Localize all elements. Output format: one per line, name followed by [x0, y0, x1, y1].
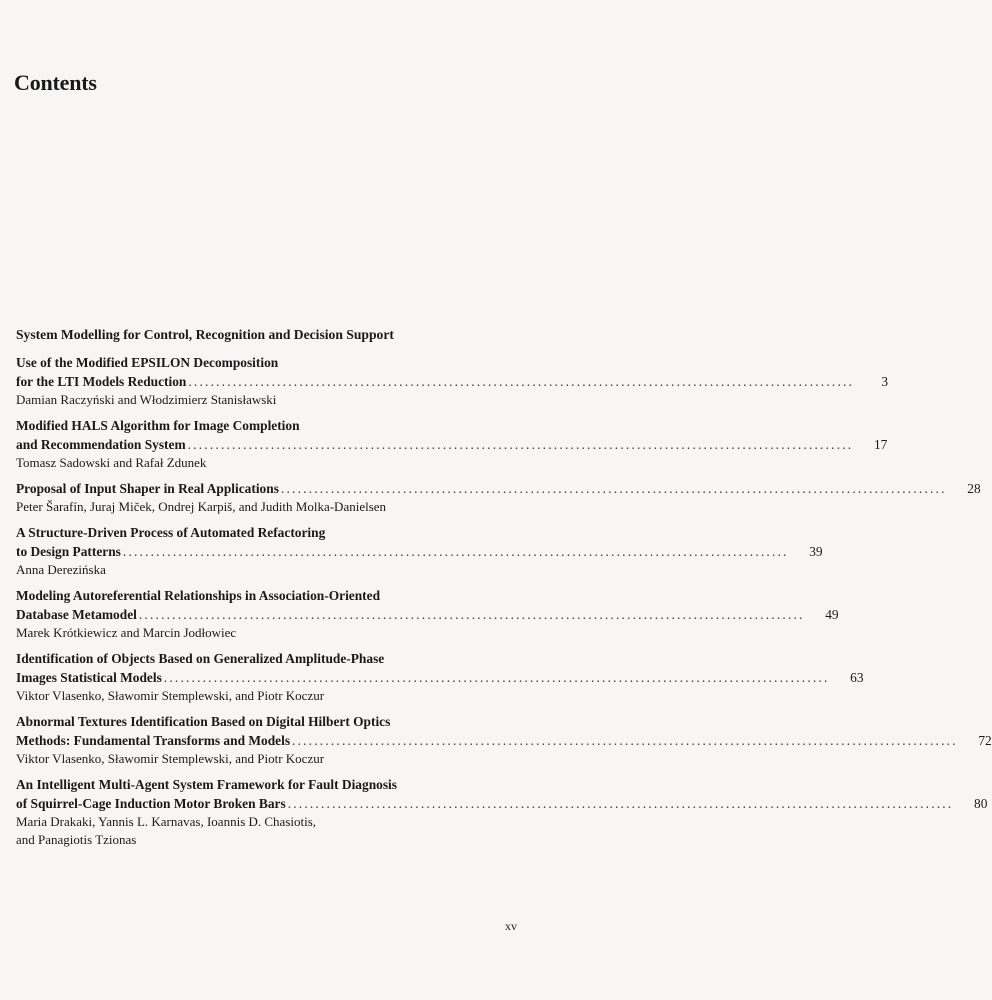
- entry-title: [16, 775, 988, 813]
- entry-title-line: Use of the Modified EPSILON Decomposition: [16, 355, 279, 370]
- dot-leader: ........................................................................................................................: [138, 607, 805, 622]
- page-title: Contents: [14, 70, 97, 95]
- entry-authors: Tomasz Sadowski and Rafał Zdunek: [16, 455, 207, 470]
- dot-leader: ........................................................................................................................: [122, 544, 789, 559]
- entry-authors: Anna Derezińska: [16, 562, 106, 577]
- toc-entry[interactable]: [16, 416, 888, 472]
- entry-title-last-line: [16, 372, 889, 391]
- dot-leader: ........................................................................................................................: [187, 437, 854, 452]
- entry-title-line: Modeling Autoreferential Relationships in Association-Oriented: [16, 588, 381, 603]
- entry-title-line: Abnormal Textures Identification Based on Digital Hilbert Optics: [16, 714, 391, 729]
- entry-title-text: of Squirrel-Cage Induction Motor Broken Bars: [16, 796, 286, 811]
- entry-page-number[interactable]: 17: [873, 437, 888, 452]
- toc-entry[interactable]: [16, 712, 992, 768]
- entry-title-text: and Recommendation System: [16, 437, 186, 452]
- dot-leader: ........................................................................................................................: [292, 733, 958, 748]
- toc-entry[interactable]: [16, 586, 839, 642]
- entry-page-number[interactable]: 28: [967, 481, 981, 496]
- toc-entry[interactable]: [16, 649, 864, 705]
- toc-entry[interactable]: [16, 479, 981, 516]
- entry-page-number[interactable]: 3: [881, 374, 889, 389]
- entry-page-number[interactable]: 49: [825, 607, 839, 622]
- entry-title-text: Images Statistical Models: [16, 670, 162, 685]
- dot-leader: ........................................................................................................................: [287, 796, 954, 811]
- entry-title-line: Identification of Objects Based on Generalized Amplitude-Phase: [16, 651, 385, 666]
- entry-title: [16, 353, 889, 391]
- entry-title-last-line: [16, 731, 992, 750]
- entry-page-number[interactable]: 63: [850, 670, 864, 685]
- entry-title-last-line: [16, 668, 864, 687]
- entry-title-last-line: [16, 794, 988, 813]
- entry-title: [16, 416, 888, 454]
- entry-title-last-line: [16, 605, 839, 624]
- entry-page-number[interactable]: 39: [809, 544, 823, 559]
- entry-title-text: Proposal of Input Shaper in Real Applications: [16, 481, 279, 496]
- toc-entry[interactable]: [16, 523, 823, 579]
- toc-entry[interactable]: [16, 353, 889, 409]
- table-of-contents: [16, 325, 992, 856]
- entry-title-text: Database Metamodel: [16, 607, 137, 622]
- dot-leader: ........................................................................................................................: [188, 374, 855, 389]
- toc-entries: [16, 353, 992, 849]
- entry-title: [16, 479, 981, 498]
- entry-authors: Damian Raczyński and Włodzimierz Stanisławski: [16, 392, 277, 407]
- entry-authors: Viktor Vlasenko, Sławomir Stemplewski, and Piotr Koczur: [16, 751, 325, 766]
- part-title: System Modelling for Control, Recognition and Decision Support: [16, 327, 394, 342]
- entry-title-last-line: [16, 479, 981, 498]
- entry-authors: and Panagiotis Tzionas: [16, 832, 137, 847]
- entry-page-number[interactable]: 80: [974, 796, 988, 811]
- dot-leader: ........................................................................................................................: [163, 670, 830, 685]
- entry-authors: Viktor Vlasenko, Sławomir Stemplewski, and Piotr Koczur: [16, 688, 325, 703]
- entry-authors: Marek Krótkiewicz and Marcin Jodłowiec: [16, 625, 237, 640]
- entry-title-line: An Intelligent Multi-Agent System Framework for Fault Diagnosis: [16, 777, 397, 792]
- entry-title: [16, 712, 992, 750]
- entry-title-last-line: [16, 542, 823, 561]
- entry-page-number[interactable]: 72: [978, 733, 992, 748]
- page-number-footer: xv: [505, 919, 517, 933]
- dot-leader: ........................................................................................................................: [280, 481, 947, 496]
- entry-title-last-line: [16, 435, 888, 454]
- toc-entry[interactable]: [16, 775, 988, 849]
- entry-title: [16, 649, 864, 687]
- entry-title-text: to Design Patterns: [16, 544, 121, 559]
- entry-authors: Maria Drakaki, Yannis L. Karnavas, Ioannis D. Chasiotis,: [16, 814, 317, 829]
- entry-title-text: for the LTI Models Reduction: [16, 374, 187, 389]
- entry-title: [16, 523, 823, 561]
- entry-title-line: A Structure-Driven Process of Automated Refactoring: [16, 525, 326, 540]
- entry-authors: Peter Šarafín, Juraj Miček, Ondrej Karpiš, and Judith Molka-Danielsen: [16, 499, 387, 514]
- entry-title-line: Modified HALS Algorithm for Image Completion: [16, 418, 300, 433]
- entry-title: [16, 586, 839, 624]
- entry-title-text: Methods: Fundamental Transforms and Models: [16, 733, 291, 748]
